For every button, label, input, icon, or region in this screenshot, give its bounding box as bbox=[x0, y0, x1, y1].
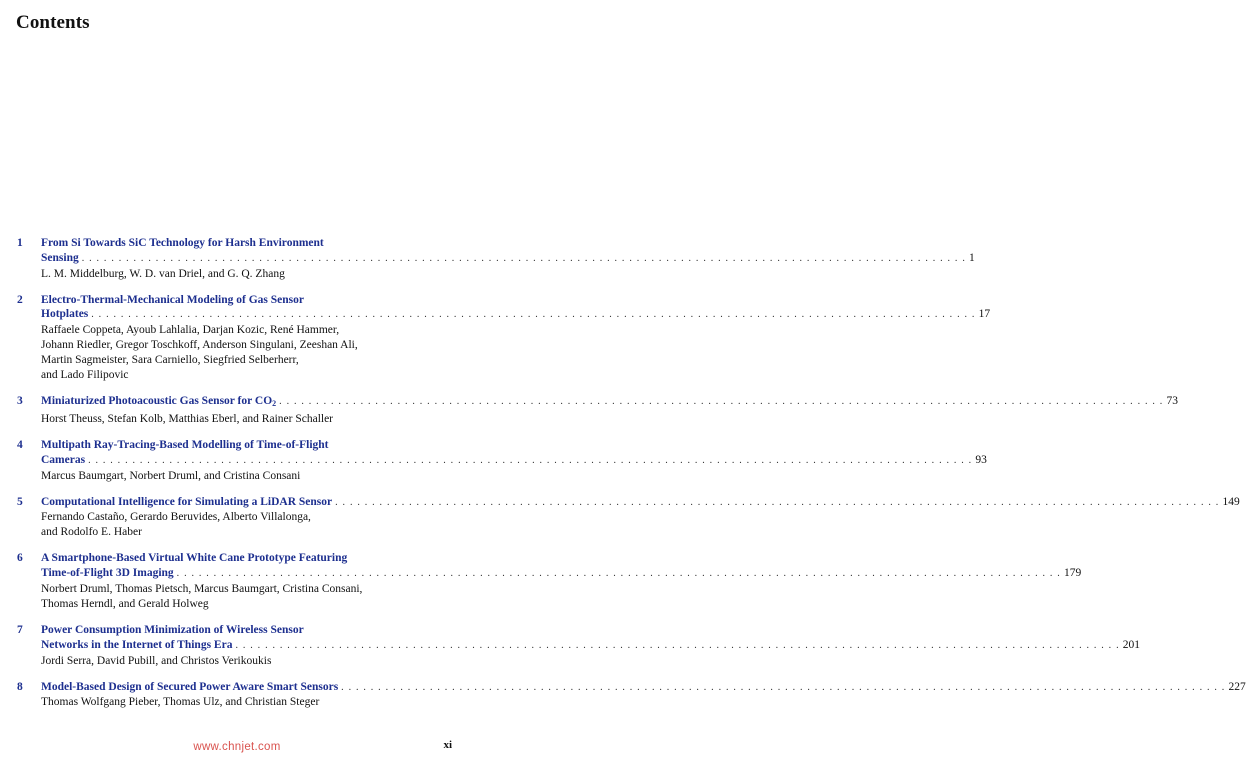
chapter-title-text: Hotplates bbox=[41, 308, 89, 321]
chapter-number: 7 bbox=[17, 623, 23, 636]
chapter-title-leader-row[interactable] bbox=[41, 394, 1178, 412]
chapter-title-line[interactable]: Power Consumption Minimization of Wireless Sensor bbox=[41, 623, 304, 636]
chapter-number: 5 bbox=[17, 495, 23, 508]
chapter-authors: and Rodolfo E. Haber bbox=[41, 526, 142, 539]
chapter-title-line[interactable]: From Si Towards SiC Technology for Harsh Environment bbox=[41, 237, 324, 249]
chapter-authors: Thomas Herndl, and Gerald Holweg bbox=[41, 597, 209, 610]
chapter-title-subscript: 2 bbox=[272, 399, 277, 409]
page-number: xi bbox=[443, 739, 452, 751]
chapter-authors: Marcus Baumgart, Norbert Druml, and Cristina Consani bbox=[41, 469, 301, 482]
page-number-ref[interactable]: 179 bbox=[1063, 567, 1082, 580]
page-number-ref[interactable]: 201 bbox=[1122, 638, 1141, 651]
chapter-authors: Horst Theuss, Stefan Kolb, Matthias Eberl, and Rainer Schaller bbox=[41, 412, 334, 425]
chapter-title-text: Sensing bbox=[41, 251, 79, 264]
chapter-title-leader-row[interactable] bbox=[41, 453, 987, 469]
chapter-authors: Martin Sagmeister, Sara Carniello, Siegfried Selberherr, bbox=[41, 354, 299, 367]
chapter-title-text: Time-of-Flight 3D Imaging bbox=[41, 567, 174, 580]
chapter-title-leader-row[interactable] bbox=[41, 251, 975, 267]
toc-entry[interactable] bbox=[0, 680, 1246, 711]
toc-entry[interactable] bbox=[0, 236, 975, 282]
chapter-number: 6 bbox=[17, 552, 23, 565]
page-number-ref[interactable]: 149 bbox=[1222, 495, 1240, 508]
toc-entry[interactable] bbox=[0, 495, 1240, 541]
page-number-ref[interactable]: 1 bbox=[969, 251, 975, 264]
chapter-title-line[interactable] bbox=[41, 307, 88, 322]
chapter-title-line[interactable]: A Smartphone-Based Virtual White Cane Prototype Featuring bbox=[41, 552, 348, 565]
dot-leader: . . . . . . . . . . . . . . . . . . . . . . . . . . . . . . . . . . . . . . . . . . . . . . . . . . . . . . . . . . . . . . . . . . . . . . . . . . . . . . . . . . . . . . . . . . . . . . . . . . . . . . . . . . . . . . . . . . . . . . . . bbox=[81, 252, 967, 264]
chapter-title-text: Networks in the Internet of Things Era bbox=[41, 638, 233, 651]
chapter-title-leader-row[interactable] bbox=[41, 566, 1082, 582]
chapter-title-text: Computational Intelligence for Simulating a LiDAR Sensor bbox=[41, 495, 333, 508]
chapter-authors: and Lado Filipovic bbox=[41, 369, 129, 382]
chapter-authors: Thomas Wolfgang Pieber, Thomas Ulz, and Christian Steger bbox=[41, 696, 320, 709]
chapter-title-text: Cameras bbox=[41, 453, 86, 466]
page-number-ref[interactable]: 17 bbox=[978, 308, 991, 321]
toc-entry[interactable] bbox=[0, 438, 987, 484]
dot-leader: . . . . . . . . . . . . . . . . . . . . . . . . . . . . . . . . . . . . . . . . . . . . . . . . . . . . . . . . . . . . . . . . . . . . . . . . . . . . . . . . . . . . . . . . . . . . . . . . . . . . . . . . . . . . . . . . . . . . . . . . bbox=[279, 396, 1164, 408]
chapter-authors: Raffaele Coppeta, Ayoub Lahlalia, Darjan Kozic, René Hammer, bbox=[41, 324, 340, 337]
dot-leader: . . . . . . . . . . . . . . . . . . . . . . . . . . . . . . . . . . . . . . . . . . . . . . . . . . . . . . . . . . . . . . . . . . . . . . . . . . . . . . . . . . . . . . . . . . . . . . . . . . . . . . . . . . . . . . . . . . . . . . . . bbox=[176, 568, 1061, 580]
page-number-ref[interactable]: 73 bbox=[1166, 395, 1178, 408]
chapter-authors: L. M. Middelburg, W. D. van Driel, and G. Q. Zhang bbox=[41, 267, 285, 280]
chapter-title-line[interactable]: Electro-Thermal-Mechanical Modeling of Gas Sensor bbox=[41, 293, 304, 306]
page-title: Contents bbox=[16, 12, 90, 33]
chapter-title-line[interactable] bbox=[41, 495, 332, 510]
chapter-title-line[interactable] bbox=[41, 394, 276, 412]
chapter-number: 2 bbox=[17, 293, 23, 306]
dot-leader: . . . . . . . . . . . . . . . . . . . . . . . . . . . . . . . . . . . . . . . . . . . . . . . . . . . . . . . . . . . . . . . . . . . . . . . . . . . . . . . . . . . . . . . . . . . . . . . . . . . . . . . . . . . . . . . . . . . . . . . . bbox=[88, 454, 973, 466]
dot-leader: . . . . . . . . . . . . . . . . . . . . . . . . . . . . . . . . . . . . . . . . . . . . . . . . . . . . . . . . . . . . . . . . . . . . . . . . . . . . . . . . . . . . . . . . . . . . . . . . . . . . . . . . . . . . . . . . . . . . . . . . bbox=[235, 639, 1120, 651]
page-number-ref[interactable]: 227 bbox=[1228, 680, 1246, 693]
watermark: www.chnjet.com bbox=[193, 741, 281, 753]
chapter-title-line[interactable] bbox=[41, 638, 232, 653]
toc-entry[interactable] bbox=[0, 293, 991, 384]
chapter-title-text: Miniaturized Photoacoustic Gas Sensor for CO bbox=[41, 395, 273, 408]
chapter-authors: Jordi Serra, David Pubill, and Christos Verikoukis bbox=[41, 654, 272, 667]
chapter-title-line[interactable] bbox=[41, 251, 79, 266]
chapter-title-line[interactable] bbox=[41, 680, 338, 695]
chapter-title-line[interactable]: Multipath Ray-Tracing-Based Modelling of Time-of-Flight bbox=[41, 438, 329, 451]
chapter-title-leader-row[interactable] bbox=[41, 307, 991, 323]
toc-entry[interactable] bbox=[0, 394, 1178, 427]
chapter-authors: Fernando Castaño, Gerardo Beruvides, Alberto Villalonga, bbox=[41, 511, 311, 524]
chapter-title-leader-row[interactable] bbox=[41, 680, 1246, 696]
dot-leader: . . . . . . . . . . . . . . . . . . . . . . . . . . . . . . . . . . . . . . . . . . . . . . . . . . . . . . . . . . . . . . . . . . . . . . . . . . . . . . . . . . . . . . . . . . . . . . . . . . . . . . . . . . . . . . . . . . . . . . . . bbox=[335, 496, 1220, 508]
dot-leader: . . . . . . . . . . . . . . . . . . . . . . . . . . . . . . . . . . . . . . . . . . . . . . . . . . . . . . . . . . . . . . . . . . . . . . . . . . . . . . . . . . . . . . . . . . . . . . . . . . . . . . . . . . . . . . . . . . . . . . . . bbox=[91, 309, 976, 321]
dot-leader: . . . . . . . . . . . . . . . . . . . . . . . . . . . . . . . . . . . . . . . . . . . . . . . . . . . . . . . . . . . . . . . . . . . . . . . . . . . . . . . . . . . . . . . . . . . . . . . . . . . . . . . . . . . . . . . . . . . . . . . . bbox=[341, 681, 1226, 693]
chapter-title-leader-row[interactable] bbox=[41, 495, 1240, 511]
toc-entry[interactable] bbox=[0, 551, 1082, 612]
chapter-number: 8 bbox=[17, 680, 23, 693]
chapter-title-line[interactable] bbox=[41, 453, 85, 468]
chapter-title-text: Model-Based Design of Secured Power Aware Smart Sensors bbox=[41, 680, 339, 693]
chapter-number: 4 bbox=[17, 438, 23, 451]
chapter-number: 3 bbox=[17, 395, 23, 408]
page-number-ref[interactable]: 93 bbox=[975, 453, 987, 466]
chapter-authors: Johann Riedler, Gregor Toschkoff, Anderson Singulani, Zeeshan Ali, bbox=[41, 339, 358, 352]
table-of-contents bbox=[0, 236, 1246, 721]
chapter-number: 1 bbox=[17, 237, 23, 249]
toc-entry[interactable] bbox=[0, 623, 1141, 669]
chapter-authors: Norbert Druml, Thomas Pietsch, Marcus Baumgart, Cristina Consani, bbox=[41, 582, 363, 595]
chapter-title-line[interactable] bbox=[41, 566, 174, 581]
chapter-title-leader-row[interactable] bbox=[41, 638, 1141, 654]
